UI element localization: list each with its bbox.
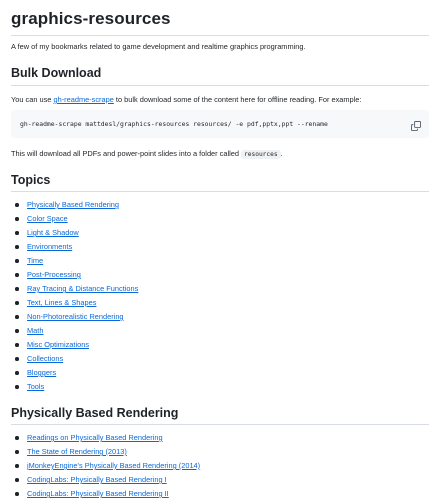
topic-item bbox=[11, 353, 138, 367]
bullet-icon bbox=[15, 385, 19, 389]
topic-link[interactable]: Physically Based Rendering bbox=[27, 200, 120, 209]
bulk-download-prefix: You can use bbox=[11, 95, 54, 104]
bullet-icon bbox=[15, 259, 19, 263]
pbr-item bbox=[11, 488, 200, 502]
bullet-icon bbox=[15, 478, 19, 482]
topic-item bbox=[11, 227, 138, 241]
bullet-icon bbox=[15, 371, 19, 375]
topic-link[interactable]: Misc Optimizations bbox=[27, 340, 90, 349]
topic-link[interactable]: Text, Lines & Shapes bbox=[27, 298, 97, 307]
bullet-icon bbox=[15, 217, 19, 221]
pbr-link[interactable]: The State of Rendering (2013) bbox=[27, 447, 127, 456]
bullet-icon bbox=[15, 464, 19, 468]
code-command: gh-readme-scrape mattdesl/graphics-resources resources/ -e pdf,pptx,ppt --rename bbox=[20, 120, 328, 128]
bullet-icon bbox=[15, 301, 19, 305]
pbr-link[interactable]: CodingLabs: Physically Based Rendering II bbox=[27, 489, 169, 498]
topic-item bbox=[11, 241, 138, 255]
bullet-icon bbox=[15, 343, 19, 347]
download-note bbox=[11, 149, 431, 160]
topic-link[interactable]: Time bbox=[27, 256, 44, 265]
topic-link[interactable]: Bloggers bbox=[27, 368, 57, 377]
topic-item bbox=[11, 269, 138, 283]
bullet-icon bbox=[15, 436, 19, 440]
topic-item bbox=[11, 283, 138, 297]
topic-link[interactable]: Color Space bbox=[27, 214, 68, 223]
topic-link[interactable]: Non-Photorealistic Rendering bbox=[27, 312, 124, 321]
code-block bbox=[11, 110, 429, 138]
pbr-item bbox=[11, 446, 200, 460]
bullet-icon bbox=[15, 329, 19, 333]
topic-item bbox=[11, 325, 138, 339]
topics-divider bbox=[11, 191, 429, 192]
pbr-list bbox=[11, 432, 200, 502]
topic-link[interactable]: Post-Processing bbox=[27, 270, 81, 279]
bullet-icon bbox=[15, 492, 19, 496]
download-note-suffix: . bbox=[280, 149, 283, 158]
topic-item bbox=[11, 255, 138, 269]
topic-link[interactable]: Tools bbox=[27, 382, 45, 391]
copy-icon[interactable] bbox=[411, 118, 421, 128]
topic-link[interactable]: Collections bbox=[27, 354, 64, 363]
topic-item bbox=[11, 311, 138, 325]
topic-link[interactable]: Light & Shadow bbox=[27, 228, 79, 237]
topic-item bbox=[11, 367, 138, 381]
topic-item bbox=[11, 213, 138, 227]
intro-text: A few of my bookmarks related to game development and realtime graphics programming. bbox=[11, 42, 306, 51]
bulk-download-divider bbox=[11, 85, 429, 86]
topic-item bbox=[11, 199, 138, 213]
download-note-prefix: This will download all PDFs and power-point slides into a folder called bbox=[11, 149, 242, 158]
pbr-heading: Physically Based Rendering bbox=[11, 406, 179, 420]
topics-heading: Topics bbox=[11, 173, 51, 187]
topic-link[interactable]: Ray Tracing & Distance Functions bbox=[27, 284, 139, 293]
topic-item bbox=[11, 381, 138, 395]
bullet-icon bbox=[15, 287, 19, 291]
bullet-icon bbox=[15, 315, 19, 319]
bullet-icon bbox=[15, 245, 19, 249]
title-divider bbox=[11, 35, 429, 36]
pbr-divider bbox=[11, 424, 429, 425]
bullet-icon bbox=[15, 357, 19, 361]
bulk-download-paragraph bbox=[11, 95, 431, 105]
topic-item bbox=[11, 297, 138, 311]
topic-link[interactable]: Math bbox=[27, 326, 44, 335]
topics-list bbox=[11, 199, 138, 395]
topic-item bbox=[11, 339, 138, 353]
bulk-download-heading: Bulk Download bbox=[11, 66, 102, 80]
resources-code: resources bbox=[241, 150, 281, 159]
bullet-icon bbox=[15, 273, 19, 277]
pbr-item bbox=[11, 460, 200, 474]
bulk-download-suffix: to bulk download some of the content here for offline reading. For example: bbox=[113, 95, 362, 104]
bullet-icon bbox=[15, 231, 19, 235]
pbr-link[interactable]: Readings on Physically Based Rendering bbox=[27, 433, 163, 442]
pbr-link[interactable]: jMonkeyEngine's Physically Based Rendering (2014) bbox=[27, 461, 201, 470]
pbr-link[interactable]: CodingLabs: Physically Based Rendering I bbox=[27, 475, 167, 484]
bullet-icon bbox=[15, 203, 19, 207]
pbr-item bbox=[11, 432, 200, 446]
page-title: graphics-resources bbox=[11, 9, 171, 28]
gh-readme-scrape-link[interactable]: gh-readme-scrape bbox=[53, 95, 114, 104]
bullet-icon bbox=[15, 450, 19, 454]
topic-link[interactable]: Environments bbox=[27, 242, 73, 251]
pbr-item bbox=[11, 474, 200, 488]
